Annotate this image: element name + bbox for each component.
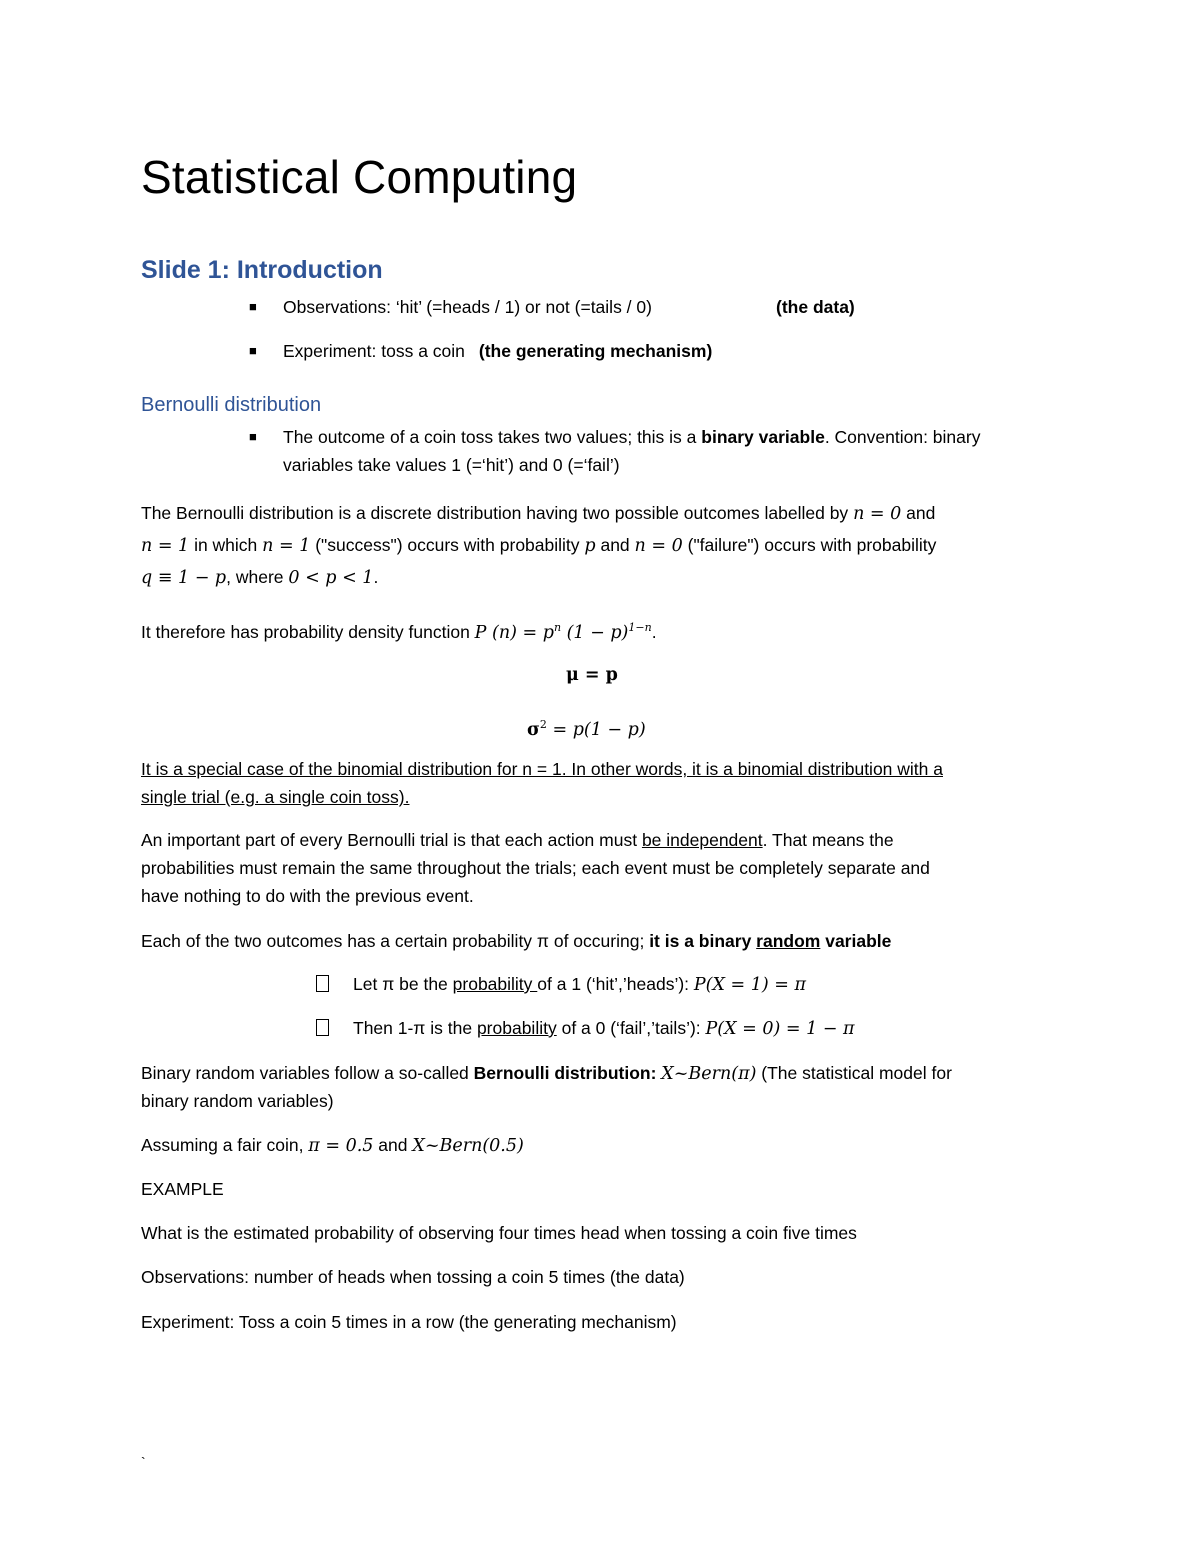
definition-line-2: n = 1 in which n = 1 ("success") occurs with probability p and n = 0 ("failure") occurs with probability: [141, 535, 937, 556]
independence-line-2: probabilities must remain the same throughout the trials; each event must be completely separate and: [141, 858, 930, 878]
independence-line-3: have nothing to do with the previous event.: [141, 886, 474, 906]
footer-mark: `: [141, 1454, 146, 1470]
special-case-line-1: It is a special case of the binomial distribution for n = 1. In other words, it is a binomial distribution with a: [141, 759, 943, 779]
example-label: EXAMPLE: [141, 1179, 224, 1199]
example-question: What is the estimated probability of observing four times head when tossing a coin five times: [141, 1223, 857, 1243]
fair-coin-line: Assuming a fair coin, π = 0.5 and X~Bern(0.5): [141, 1135, 524, 1156]
intro-bullet-1: ■ Observations: ‘hit’ (=heads / 1) or not (=tails / 0): [249, 293, 652, 323]
slide-heading: Slide 1: Introduction: [141, 256, 383, 284]
variance-formula: $\sigma^2 = p(1 - p)$: [527, 718, 646, 740]
outcomes-line: Each of the two outcomes has a certain probability π of occuring; it is a binary random variable: [141, 931, 892, 951]
check-item-2: Then 1-π is the probability of a 0 (‘fail’,’tails’): P(X = 0) = 1 − π: [316, 1014, 855, 1043]
follow-line-2: binary random variables): [141, 1091, 334, 1111]
square-bullet-icon: ■: [249, 343, 257, 358]
special-case-line-2: single trial (e.g. a single coin toss).: [141, 787, 410, 807]
bernoulli-heading: Bernoulli distribution: [141, 394, 322, 416]
independence-line-1: An important part of every Bernoulli trial is that each action must be independent. That means the: [141, 830, 894, 850]
square-bullet-icon: ■: [249, 429, 257, 444]
square-bullet-icon: ■: [249, 299, 257, 314]
missing-glyph-icon: [316, 1019, 329, 1036]
mean-formula: μ = p: [566, 665, 618, 685]
follow-line-1: Binary random variables follow a so-called Bernoulli distribution: X~Bern(π) (The statistical model for: [141, 1063, 952, 1084]
definition-line-1: The Bernoulli distribution is a discrete distribution having two possible outcomes labelled by n = 0 and: [141, 503, 936, 524]
example-experiment: Experiment: Toss a coin 5 times in a row (the generating mechanism): [141, 1312, 677, 1332]
bernoulli-bullet-line2: variables take values 1 (=‘hit’) and 0 (=‘fail’): [283, 455, 620, 475]
definition-line-3: q ≡ 1 − p, where 0 < p < 1.: [141, 567, 379, 588]
intro-bullet-1-note: (the data): [776, 297, 855, 317]
bernoulli-bullet: ■ The outcome of a coin toss takes two values; this is a binary variable. Convention: binary: [249, 423, 980, 453]
page-title: Statistical Computing: [141, 151, 578, 203]
example-observations: Observations: number of heads when tossing a coin 5 times (the data): [141, 1267, 685, 1287]
check-item-1: Let π be the probability of a 1 (‘hit’,’heads’): P(X = 1) = π: [316, 970, 806, 999]
missing-glyph-icon: [316, 975, 329, 992]
intro-bullet-2: ■ Experiment: toss a coin (the generating mechanism): [249, 337, 712, 367]
pdf-line: It therefore has probability density function P $(n) = p^n$ $(1 - p)^{1-n}$.: [141, 621, 657, 643]
